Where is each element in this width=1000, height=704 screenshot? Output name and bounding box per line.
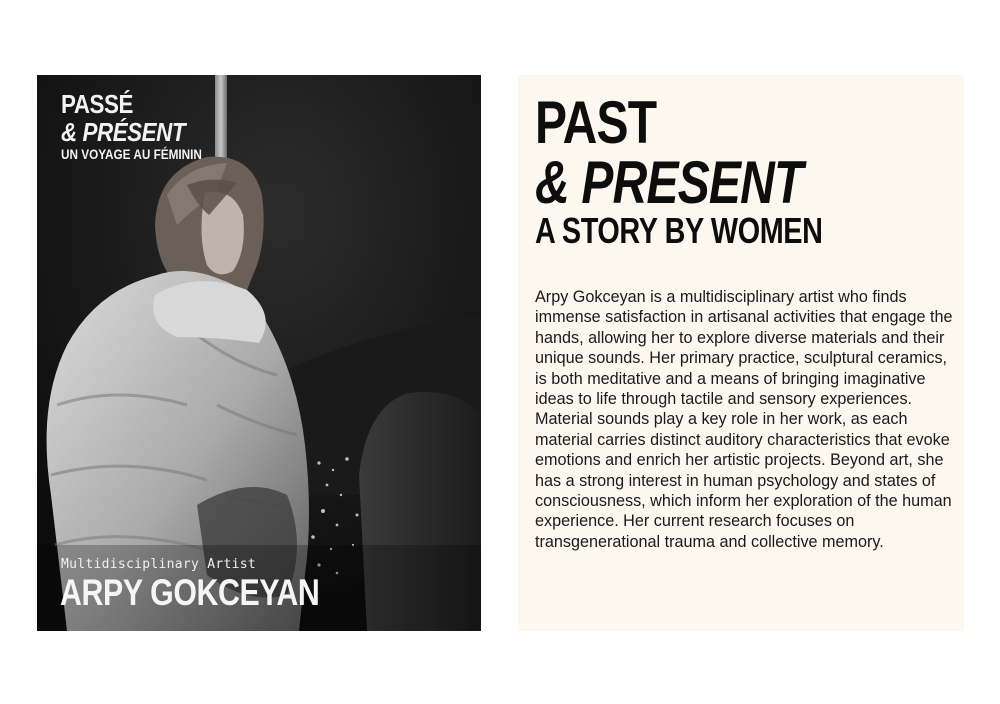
artist-bio: Arpy Gokceyan is a multidisciplinary artist who finds immense satisfaction in artisanal activities that engage the hands, allowing her to explore diverse materials and their unique sounds. Her primary practice, sculptural ceramics, is both meditative and a means of bringing imaginative ideas to life through tactile and sensory experiences. Material sounds play a key role in her work, as each material carries distinct auditory characteristics that evoke emotions and enrich her artistic projects. Beyond art, she has a strong interest in human psychology and states of consciousness, which inform her exploration of the human experience. Her current research focuses on transgenerational trauma and collective memory. [535, 288, 953, 551]
artist-photo-poster [37, 75, 481, 631]
artist-name: ARPY GOKCEYAN [60, 572, 320, 613]
heading-line3: A STORY BY WOMEN [535, 210, 823, 251]
artist-role: Multidisciplinary Artist [61, 557, 257, 572]
heading-line1: PAST [535, 89, 657, 156]
heading-line2: & PRESENT [535, 149, 803, 216]
card-heading [535, 89, 894, 251]
poster-title [61, 91, 229, 161]
poster-title-line1: PASSÉ [61, 89, 133, 119]
poster-title-line2: & PRÉSENT [61, 117, 186, 147]
bio-card [518, 75, 964, 631]
poster-title-line3: UN VOYAGE AU FÉMININ [61, 146, 202, 162]
